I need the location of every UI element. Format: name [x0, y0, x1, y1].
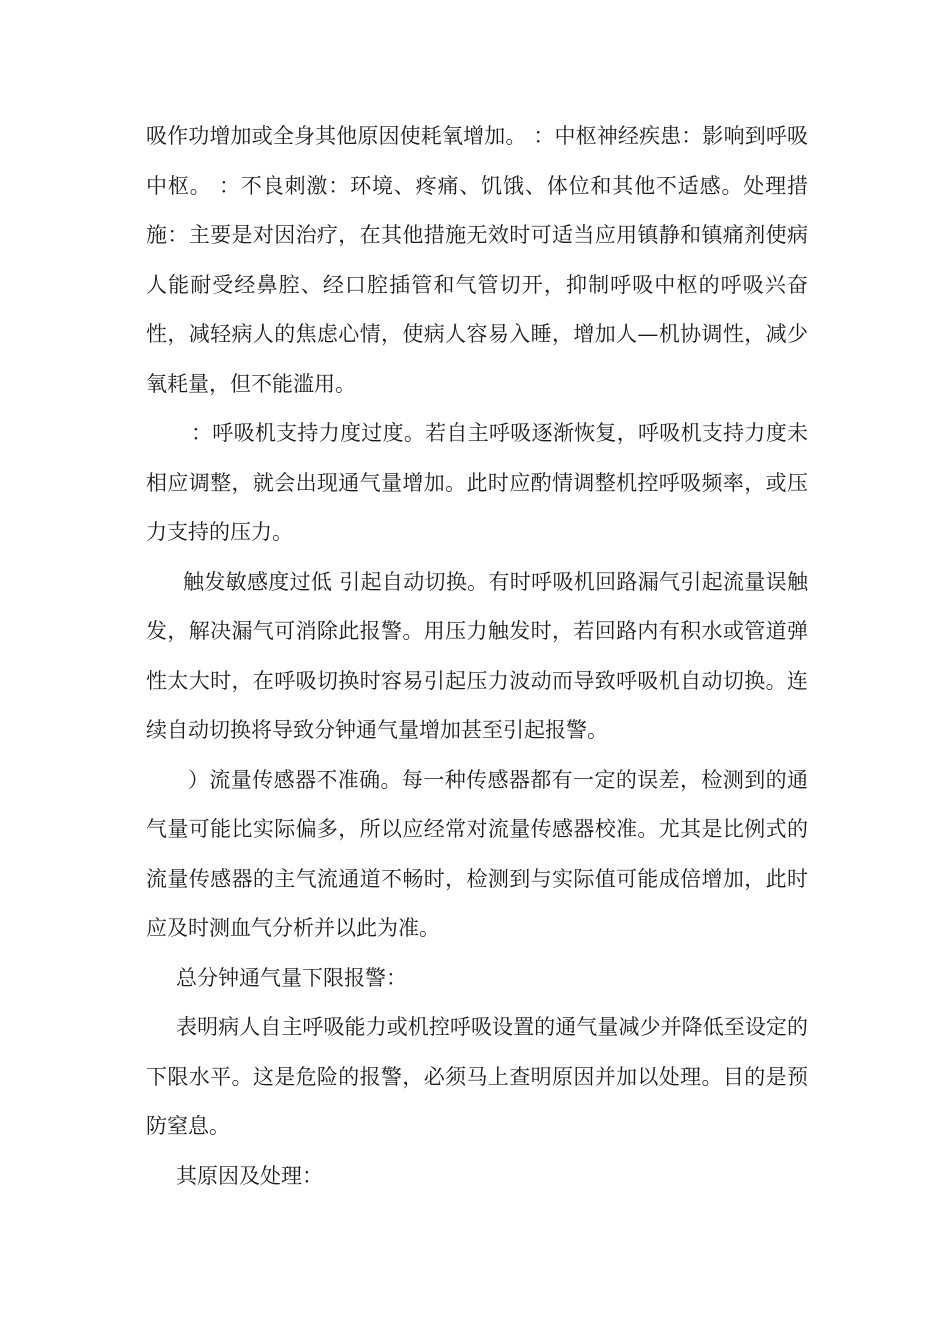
subsection-heading: 其原因及处理：: [176, 1163, 323, 1188]
paragraph-4: ）流量传感器不准确。每一种传感器都有一定的误差，检测到的通气量可能比实际偏多，所以应经常对流量传感器校准。尤其是比例式的流量传感器的主气流通道不畅时，检测到与实际值可能成倍增加，此时应及时测血气分析并以此为准。: [146, 767, 808, 940]
document-body: [146, 112, 808, 1201]
paragraph-1: 吸作功增加或全身其他原因使耗氧增加。 ：中枢神经疾患：影响到呼吸中枢。 ：不良刺激：环境、疼痛、饥饿、体位和其他不适感。处理措施：主要是对因治疗，在其他措施无效时可适当应用镇静和镇痛剂使病人能耐受经鼻腔、经口腔插管和气管切开，抑制呼吸中枢的呼吸兴奋性，减轻病人的焦虑心情，使病人容易入睡，增加人—机协调性，减少氧耗量，但不能滥用。: [146, 124, 808, 396]
section-heading: 总分钟通气量下限报警：: [176, 965, 407, 990]
paragraph-3: 触发敏感度过低 引起自动切换。有时呼吸机回路漏气引起流量误触发，解决漏气可消除此报警。用压力触发时，若回路内有积水或管道弹性太大时，在呼吸切换时容易引起压力波动而导致呼吸机自动切换。连续自动切换将导致分钟通气量增加甚至引起报警。: [146, 569, 808, 742]
paragraph-2: ：呼吸机支持力度过度。若自主呼吸逐渐恢复，呼吸机支持力度未相应调整，就会出现通气量增加。此时应酌情调整机控呼吸频率，或压力支持的压力。: [146, 421, 808, 544]
paragraph-5: 表明病人自主呼吸能力或机控呼吸设置的通气量减少并降低至设定的下限水平。这是危险的报警，必须马上查明原因并加以处理。目的是预防窒息。: [146, 1015, 808, 1138]
